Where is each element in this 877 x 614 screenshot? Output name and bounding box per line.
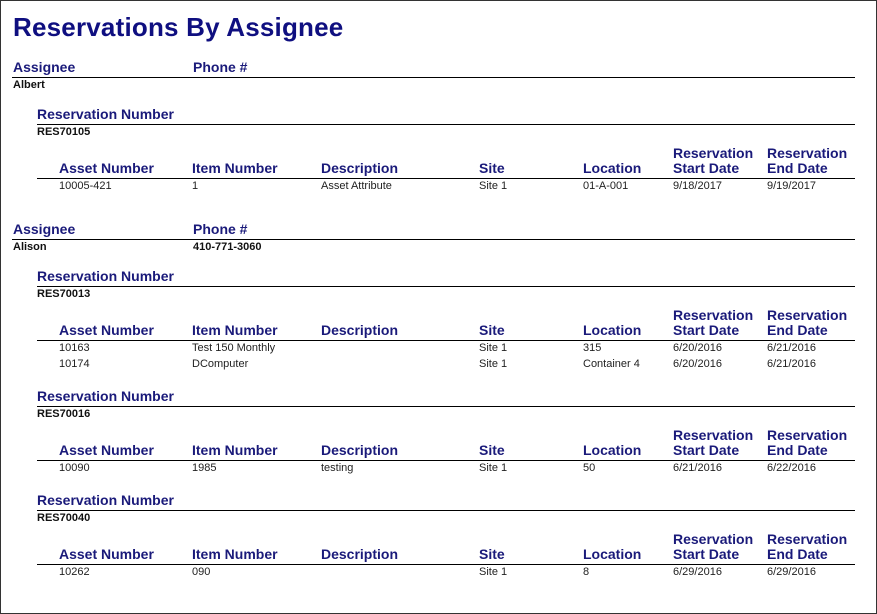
assignee-header: Assignee <box>13 59 76 75</box>
col-res-end-line1: Reservation <box>767 427 848 443</box>
col-res-end-line2: End Date <box>767 546 828 562</box>
col-res-start-line1: Reservation <box>673 307 754 323</box>
cell-start-date: 6/29/2016 <box>673 566 722 578</box>
cell-description: testing <box>321 462 354 474</box>
cell-location: Container 4 <box>583 358 640 370</box>
col-res-end-line1: Reservation <box>767 145 848 161</box>
cell-item-number: DComputer <box>192 358 249 370</box>
col-item-number: Item Number <box>192 442 278 458</box>
col-description: Description <box>321 160 399 176</box>
assignee-phone: 410-771-3060 <box>193 241 262 253</box>
col-location: Location <box>583 546 642 562</box>
col-asset-number: Asset Number <box>59 322 154 338</box>
col-res-end-line2: End Date <box>767 160 828 176</box>
assignee-name: Albert <box>13 79 45 91</box>
col-res-end-line2: End Date <box>767 442 828 458</box>
col-res-start-line1: Reservation <box>673 427 754 443</box>
col-description: Description <box>321 322 399 338</box>
reservation-divider <box>37 124 855 125</box>
cell-start-date: 6/20/2016 <box>673 358 722 370</box>
reservation-number-header: Reservation Number <box>37 268 174 284</box>
cell-asset-number: 10090 <box>59 462 90 474</box>
assignee-divider <box>12 239 855 240</box>
col-description: Description <box>321 546 399 562</box>
phone-header: Phone # <box>193 221 248 237</box>
column-header-divider <box>37 460 855 461</box>
cell-end-date: 6/21/2016 <box>767 342 816 354</box>
reservation-number-header: Reservation Number <box>37 106 174 122</box>
cell-end-date: 6/29/2016 <box>767 566 816 578</box>
col-res-start-line1: Reservation <box>673 145 754 161</box>
cell-start-date: 9/18/2017 <box>673 180 722 192</box>
reservation-number: RES70013 <box>37 288 91 300</box>
cell-item-number: 1985 <box>192 462 217 474</box>
col-res-start-line2: Start Date <box>673 442 740 458</box>
col-location: Location <box>583 322 642 338</box>
reservation-number-header: Reservation Number <box>37 492 174 508</box>
cell-asset-number: 10163 <box>59 342 90 354</box>
cell-site: Site 1 <box>479 358 508 370</box>
col-res-end-line2: End Date <box>767 322 828 338</box>
col-res-start-line2: Start Date <box>673 160 740 176</box>
cell-item-number: Test 150 Monthly <box>192 342 276 354</box>
col-location: Location <box>583 442 642 458</box>
reservation-divider <box>37 510 855 511</box>
col-asset-number: Asset Number <box>59 546 154 562</box>
reservation-number: RES70105 <box>37 126 91 138</box>
cell-item-number: 1 <box>192 180 199 192</box>
col-item-number: Item Number <box>192 160 278 176</box>
phone-header: Phone # <box>193 59 248 75</box>
cell-site: Site 1 <box>479 180 508 192</box>
cell-asset-number: 10005-421 <box>59 180 112 192</box>
col-asset-number: Asset Number <box>59 160 154 176</box>
cell-site: Site 1 <box>479 342 508 354</box>
reservation-number: RES70016 <box>37 408 91 420</box>
col-res-start-line1: Reservation <box>673 531 754 547</box>
cell-end-date: 9/19/2017 <box>767 180 816 192</box>
col-res-end-line1: Reservation <box>767 307 848 323</box>
col-description: Description <box>321 442 399 458</box>
assignee-name: Alison <box>13 241 47 253</box>
cell-location: 50 <box>583 462 596 474</box>
cell-item-number: 090 <box>192 566 211 578</box>
cell-start-date: 6/20/2016 <box>673 342 722 354</box>
cell-location: 01-A-001 <box>583 180 629 192</box>
col-site: Site <box>479 442 505 458</box>
cell-start-date: 6/21/2016 <box>673 462 722 474</box>
cell-location: 8 <box>583 566 590 578</box>
col-item-number: Item Number <box>192 546 278 562</box>
cell-asset-number: 10174 <box>59 358 90 370</box>
col-site: Site <box>479 546 505 562</box>
reservation-divider <box>37 406 855 407</box>
cell-end-date: 6/22/2016 <box>767 462 816 474</box>
cell-end-date: 6/21/2016 <box>767 358 816 370</box>
col-res-start-line2: Start Date <box>673 546 740 562</box>
col-res-start-line2: Start Date <box>673 322 740 338</box>
cell-site: Site 1 <box>479 462 508 474</box>
assignee-header: Assignee <box>13 221 76 237</box>
column-header-divider <box>37 178 855 179</box>
cell-description: Asset Attribute <box>321 180 392 192</box>
column-header-divider <box>37 340 855 341</box>
cell-site: Site 1 <box>479 566 508 578</box>
column-header-divider <box>37 564 855 565</box>
col-location: Location <box>583 160 642 176</box>
cell-asset-number: 10262 <box>59 566 90 578</box>
reservation-divider <box>37 286 855 287</box>
col-site: Site <box>479 160 505 176</box>
assignee-divider <box>12 77 855 78</box>
col-site: Site <box>479 322 505 338</box>
col-asset-number: Asset Number <box>59 442 154 458</box>
col-item-number: Item Number <box>192 322 278 338</box>
cell-location: 315 <box>583 342 602 354</box>
reservation-number-header: Reservation Number <box>37 388 174 404</box>
reservation-number: RES70040 <box>37 512 91 524</box>
col-res-end-line1: Reservation <box>767 531 848 547</box>
report-title: Reservations By Assignee <box>13 12 344 42</box>
